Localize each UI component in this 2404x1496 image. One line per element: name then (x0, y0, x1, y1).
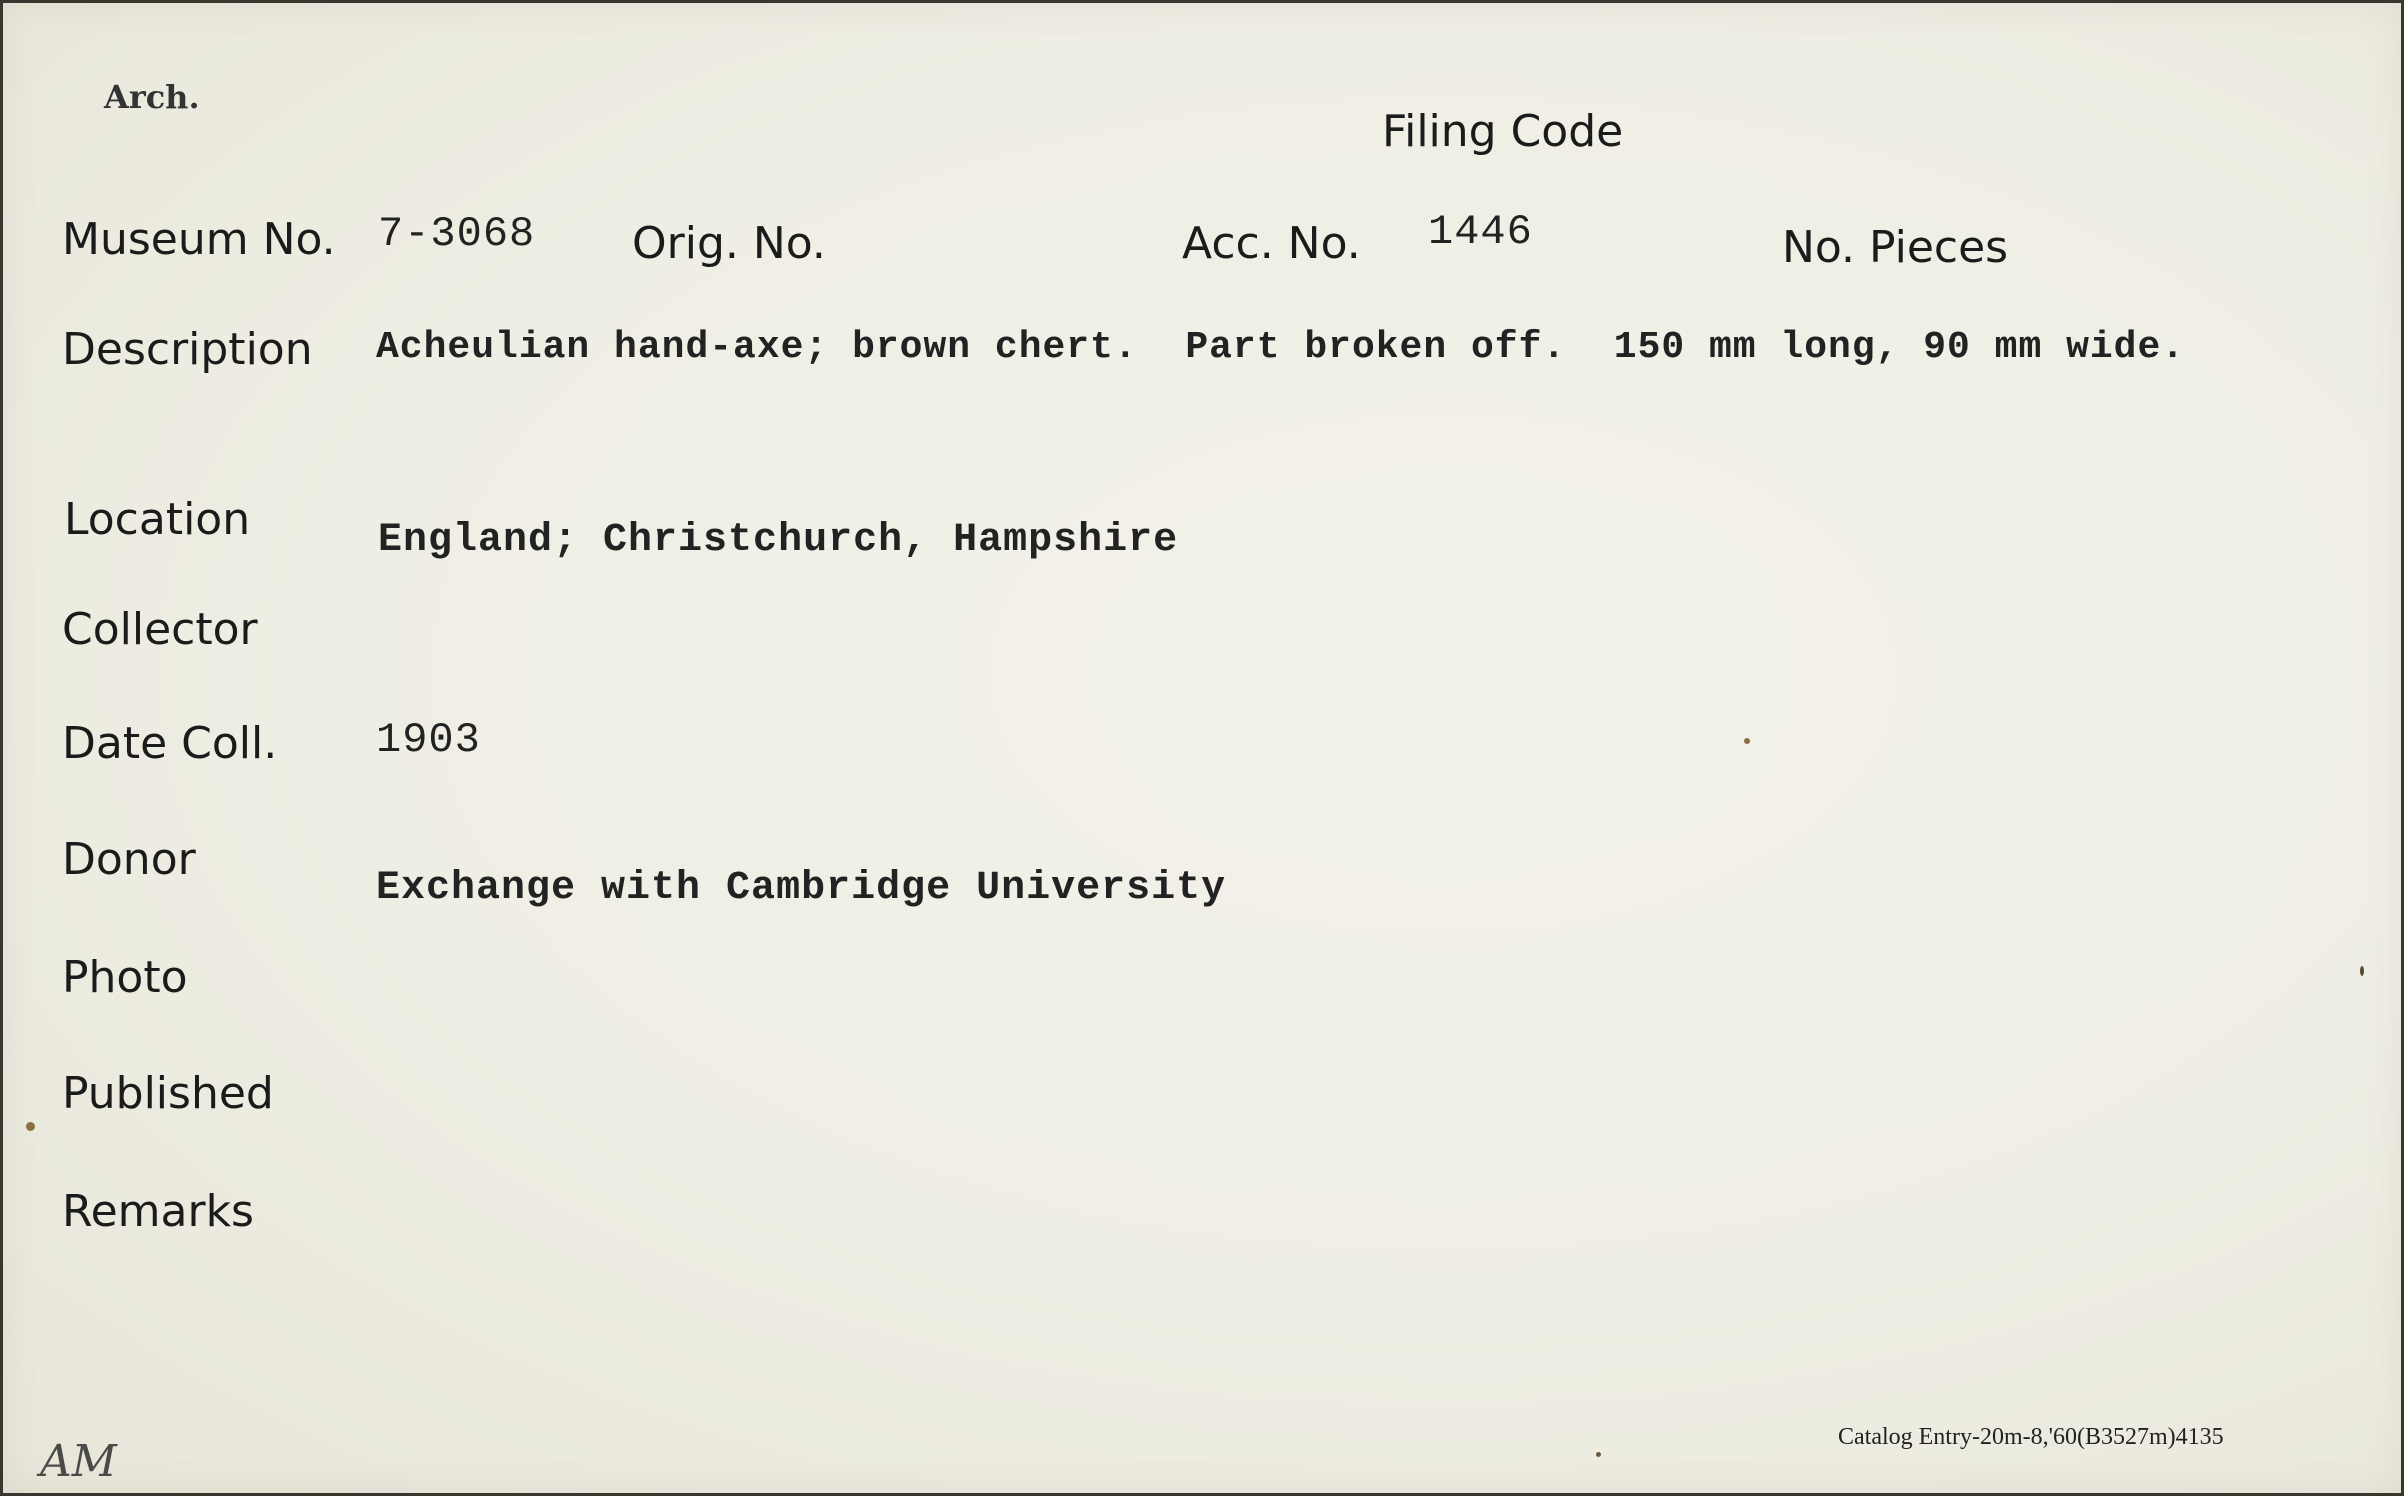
donor-value: Exchange with Cambridge University (376, 866, 1227, 911)
description-value: Acheulian hand-axe; brown chert. Part broken off. 150 mm long, 90 mm wide. (376, 326, 2186, 369)
photo-label: Photo (62, 952, 188, 1003)
museum-no-label: Museum No. (62, 214, 336, 265)
location-value: England; Christchurch, Hampshire (378, 518, 1179, 563)
ink-speck (26, 1122, 35, 1131)
donor-label: Donor (62, 834, 196, 885)
published-label: Published (62, 1068, 274, 1119)
orig-no-label: Orig. No. (632, 218, 826, 269)
no-pieces-label: No. Pieces (1782, 222, 2009, 273)
ink-speck (2360, 966, 2364, 976)
filing-code-label: Filing Code (1382, 106, 1624, 157)
catalog-footer: Catalog Entry-20m-8,'60(B3527m)4135 (1838, 1424, 2224, 1450)
location-label: Location (64, 494, 251, 545)
corner-note: Arch. (104, 78, 200, 116)
acc-no-label: Acc. No. (1182, 218, 1361, 269)
date-coll-value: 1903 (376, 716, 481, 764)
ink-speck (1596, 1452, 1601, 1457)
ink-speck (1744, 738, 1750, 744)
remarks-label: Remarks (62, 1186, 254, 1237)
acc-no-value: 1446 (1428, 208, 1533, 256)
initials: AM (40, 1436, 117, 1487)
museum-no-value: 7-3068 (378, 210, 536, 258)
collector-label: Collector (62, 604, 258, 655)
description-label: Description (62, 324, 313, 375)
date-coll-label: Date Coll. (62, 718, 278, 769)
